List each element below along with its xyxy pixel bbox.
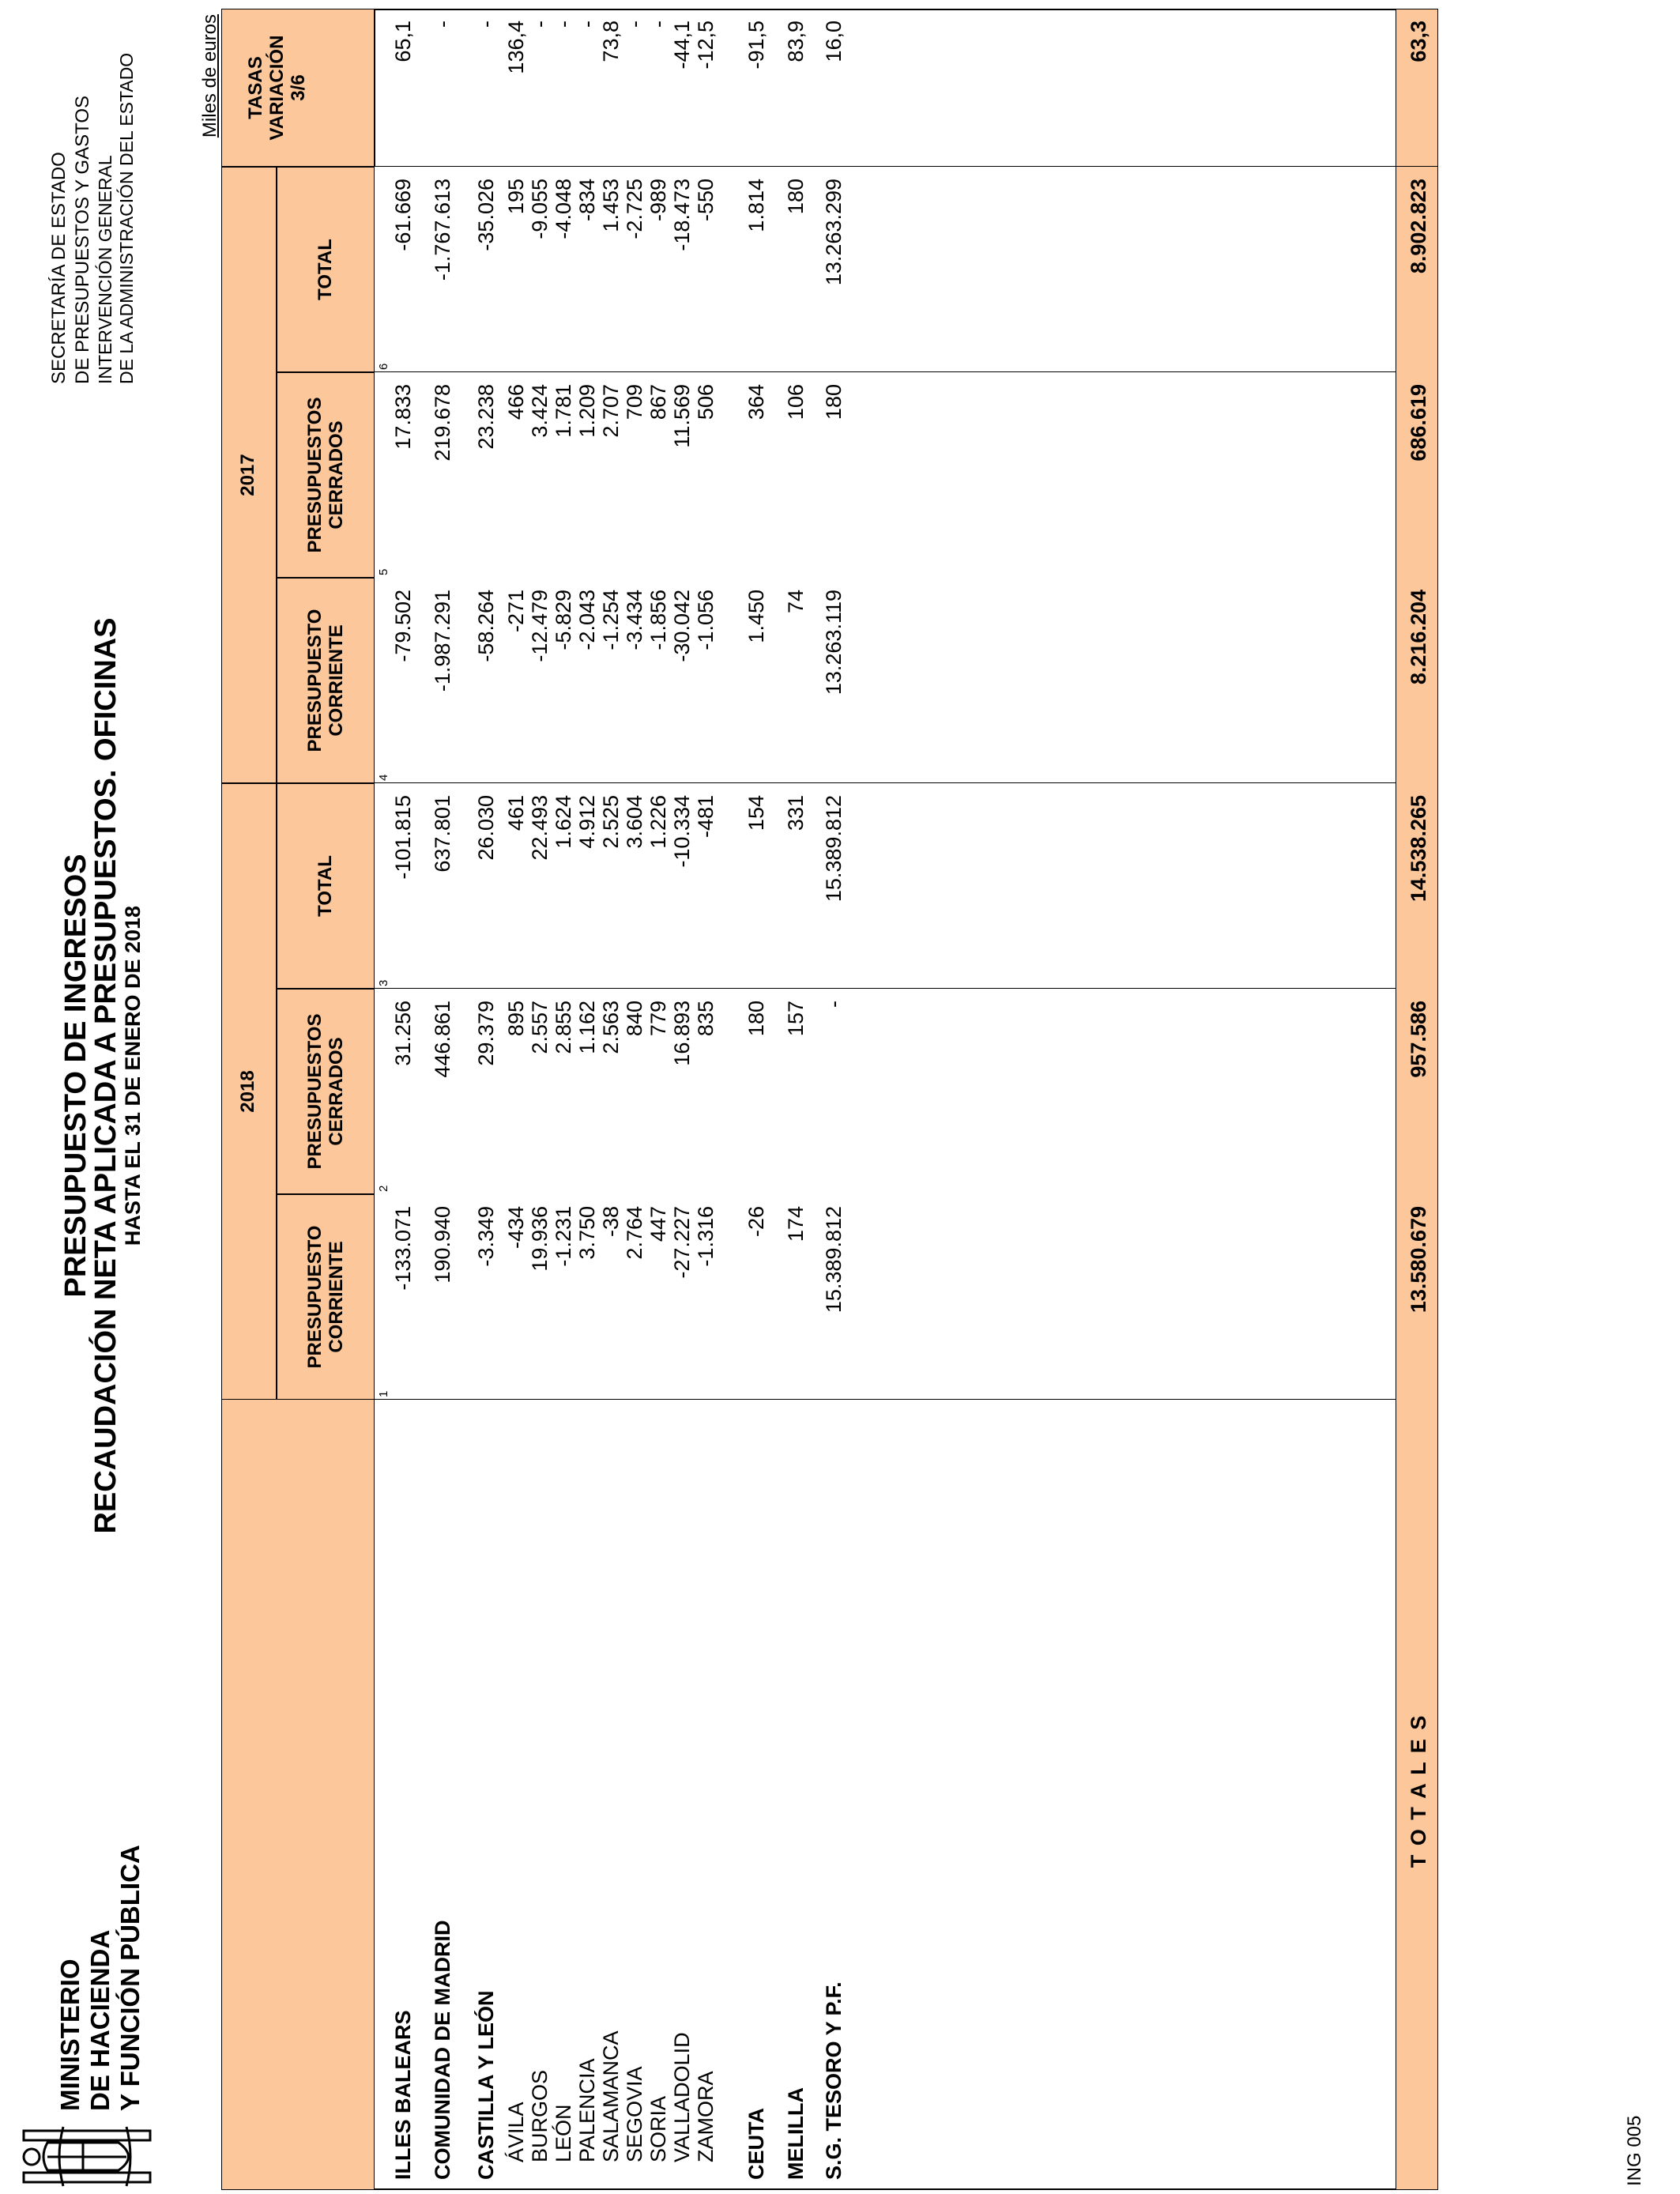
table-cell: 1.162 [575, 1001, 599, 1054]
table-cell: 2.764 [623, 1206, 646, 1260]
table-cell: 154 [744, 795, 768, 831]
table-cell: 835 [694, 1001, 718, 1037]
table-cell: 190.940 [431, 1206, 454, 1284]
row-label: CEUTA [744, 2108, 768, 2180]
table-cell: -27.227 [670, 1206, 694, 1279]
table-cell: -61.669 [391, 179, 415, 251]
page-subtitle: RECAUDACIÓN NETA APLICADA A PRESUPUESTOS. OFICINAS [89, 617, 122, 1534]
row-label: ILLES BALEARS [391, 2010, 415, 2180]
table-cell: - [474, 21, 498, 28]
table-cell: 2.707 [599, 384, 623, 438]
totals-cell: 14.538.265 [1407, 795, 1430, 903]
table-cell: 180 [744, 1001, 768, 1037]
table-cell: - [552, 21, 575, 28]
table-cell: - [646, 21, 670, 28]
table-cell: 17.833 [391, 384, 415, 450]
table-cell: -12,5 [694, 21, 718, 70]
table-cell: 779 [646, 1001, 670, 1037]
col-number: 1 [377, 1390, 390, 1397]
table-cell: 637.801 [431, 795, 454, 873]
table-cell: -38 [599, 1206, 623, 1238]
table-cell: -3.434 [623, 590, 646, 650]
col-number: 4 [377, 774, 390, 781]
table-cell: 1.450 [744, 590, 768, 643]
table-cell: -79.502 [391, 590, 415, 662]
column-separator [375, 371, 1396, 372]
col-header-corriente-2017: PRESUPUESTO CORRIENTE [304, 609, 347, 752]
form-code: ING 005 [1624, 2115, 1645, 2186]
table-cell: 23.238 [474, 384, 498, 450]
page-title: PRESUPUESTO DE INGRESOS [59, 854, 92, 1298]
table-cell: 106 [784, 384, 808, 420]
table-cell: 174 [784, 1206, 808, 1242]
year-2018-label: 2018 [237, 1070, 258, 1113]
table-cell: 3.604 [623, 795, 646, 849]
table-cell: -1.987.291 [431, 590, 454, 692]
table-cell: 2.557 [528, 1001, 552, 1054]
table-cell: -3.349 [474, 1206, 498, 1267]
table-cell: -35.026 [474, 179, 498, 251]
row-label: SEGOVIA [623, 2066, 646, 2162]
table-cell: 867 [646, 384, 670, 420]
row-label: ÁVILA [504, 2102, 528, 2162]
table-cell: 11.569 [670, 384, 694, 448]
table-cell: 461 [504, 795, 528, 831]
ministry-name: MINISTERIO DE HACIENDA Y FUNCIÓN PÚBLICA [55, 1845, 145, 2111]
table-cell: -12.479 [528, 590, 552, 662]
table-cell: -9.055 [528, 179, 552, 239]
table-cell: 83,9 [784, 21, 808, 62]
row-label: BURGOS [528, 2069, 552, 2162]
coat-of-arms-icon [8, 2119, 166, 2194]
row-label: VALLADOLID [670, 2032, 694, 2162]
table-cell: -434 [504, 1206, 528, 1250]
units-label: Miles de euros [199, 14, 220, 138]
column-separator [375, 988, 1396, 989]
row-label: SALAMANCA [599, 2030, 623, 2162]
table-cell: 1.781 [552, 384, 575, 438]
table-cell: 73,8 [599, 21, 623, 62]
table-cell: 22.493 [528, 795, 552, 861]
table-cell: -4.048 [552, 179, 575, 239]
col-header-total-2018: TOTAL [315, 855, 336, 917]
table-cell: -1.856 [646, 590, 670, 650]
table-cell: 1.209 [575, 384, 599, 438]
table-cell: -989 [646, 179, 670, 222]
col-number: 3 [377, 979, 390, 986]
table-cell: - [822, 1001, 846, 1008]
table-cell: 19.936 [528, 1206, 552, 1272]
table-cell: -18.473 [670, 179, 694, 251]
table-cell: 136,4 [504, 21, 528, 74]
col-header-corriente-2018: PRESUPUESTO CORRIENTE [304, 1225, 347, 1369]
col-number: 2 [377, 1185, 390, 1192]
totals-cell: 8.902.823 [1407, 179, 1430, 274]
row-label: MELILLA [784, 2087, 808, 2180]
table-cell: 15.389.812 [822, 1206, 846, 1314]
table-cell: 4.912 [575, 795, 599, 849]
table-cell: 219.678 [431, 384, 454, 462]
table-cell: 15.389.812 [822, 795, 846, 903]
row-label: PALENCIA [575, 2058, 599, 2162]
table-cell: 331 [784, 795, 808, 831]
table-cell: 26.030 [474, 795, 498, 861]
table-cell: 1.814 [744, 179, 768, 232]
totals-cell: 686.619 [1407, 384, 1430, 462]
table-cell: -30.042 [670, 590, 694, 662]
row-label: SORIA [646, 2095, 670, 2162]
table-cell: -5.829 [552, 590, 575, 650]
row-label: LEÓN [552, 2104, 575, 2162]
table-cell: 2.563 [599, 1001, 623, 1054]
table-cell: 13.263.299 [822, 179, 846, 286]
table-cell: 180 [784, 179, 808, 215]
table-cell: - [623, 21, 646, 28]
table-cell: -133.071 [391, 1206, 415, 1291]
table-cell: 3.424 [528, 384, 552, 438]
table-cell: 29.379 [474, 1001, 498, 1066]
row-label: S.G. TESORO Y P.F. [822, 1981, 846, 2180]
date-range: HASTA EL 31 DE ENERO DE 2018 [121, 905, 145, 1246]
table-cell: 157 [784, 1001, 808, 1037]
table-cell: 2.855 [552, 1001, 575, 1054]
table-cell: 1.453 [599, 179, 623, 232]
table-cell: 31.256 [391, 1001, 415, 1066]
table-cell: -1.231 [552, 1206, 575, 1267]
table-cell: 2.525 [599, 795, 623, 849]
year-2017-label: 2017 [237, 454, 258, 496]
table-cell: 16.893 [670, 1001, 694, 1066]
col-number: 6 [377, 363, 390, 370]
table-cell: 506 [694, 384, 718, 420]
table-cell: -1.767.613 [431, 179, 454, 281]
table-cell: 74 [784, 590, 808, 614]
table-cell: 16,0 [822, 21, 846, 62]
table-cell: 466 [504, 384, 528, 420]
table-cell: 447 [646, 1206, 670, 1242]
row-label: CASTILLA Y LEÓN [474, 1990, 498, 2180]
totals-cell: 957.586 [1407, 1001, 1430, 1078]
table-cell: -834 [575, 179, 599, 222]
col-header-tasas: TASAS VARIACIÓN 3/6 [245, 35, 309, 141]
table-cell: -2.725 [623, 179, 646, 239]
column-separator [375, 782, 1396, 783]
table-cell: 1.624 [552, 795, 575, 849]
table-cell: 3.750 [575, 1206, 599, 1260]
table-cell: -44,1 [670, 21, 694, 70]
row-label: COMUNIDAD DE MADRID [431, 1920, 454, 2180]
table-cell: 840 [623, 1001, 646, 1037]
table-cell: 180 [822, 384, 846, 420]
col-header-total-2017: TOTAL [315, 239, 336, 300]
totals-label: T O T A L E S [1407, 1713, 1430, 1868]
table-cell: 1.226 [646, 795, 670, 849]
table-cell: - [431, 21, 454, 28]
table-cell: 364 [744, 384, 768, 420]
col-header-cerrados-2018: PRESUPUESTOS CERRADOS [304, 1013, 347, 1170]
row-label: ZAMORA [694, 2071, 718, 2162]
table-cell: -101.815 [391, 795, 415, 880]
table-cell: -26 [744, 1206, 768, 1238]
totals-cell: 63,3 [1407, 21, 1430, 62]
table-cell: -550 [694, 179, 718, 222]
table-cell: -271 [504, 590, 528, 633]
table-cell: 709 [623, 384, 646, 420]
totals-cell: 13.580.679 [1407, 1206, 1430, 1314]
table-cell: 65,1 [391, 21, 415, 62]
table-cell: -10.334 [670, 795, 694, 868]
table-cell: 13.263.119 [822, 590, 846, 696]
intervencion-label: INTERVENCIÓN GENERAL DE LA ADMINISTRACIÓN DEL ESTADO [95, 52, 137, 384]
table-cell: -1.056 [694, 590, 718, 650]
table-cell: 195 [504, 179, 528, 215]
totals-cell: 8.216.204 [1407, 590, 1430, 685]
table-cell: -91,5 [744, 21, 768, 70]
table-cell: 446.861 [431, 1001, 454, 1078]
table-cell: -1.316 [694, 1206, 718, 1267]
table-cell: - [575, 21, 599, 28]
table-cell: - [528, 21, 552, 28]
col-number: 5 [377, 568, 390, 575]
secretaria-label: SECRETARÍA DE ESTADO DE PRESUPUESTOS Y GASTOS [48, 95, 93, 384]
col-header-cerrados-2017: PRESUPUESTOS CERRADOS [304, 397, 347, 553]
table-cell: -58.264 [474, 590, 498, 662]
column-separator [375, 1399, 1396, 1400]
table-cell: 895 [504, 1001, 528, 1037]
table-cell: -481 [694, 795, 718, 839]
table-cell: -1.254 [599, 590, 623, 650]
table-cell: -2.043 [575, 590, 599, 650]
